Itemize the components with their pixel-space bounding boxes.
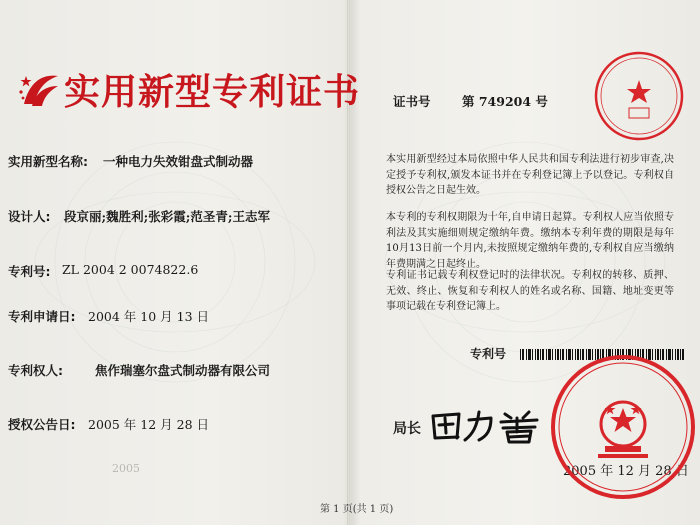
grant-date-value: 2005 年 12 月 28 日	[88, 417, 209, 432]
director-label: 局长	[393, 421, 421, 437]
examination-paragraph: 本实用新型经过本局依照中华人民共和国专利法进行初步审查,决定授予专利权,颁发本证书并在专利登记簿上予以登记。专利权自授权公告之日起生效。	[386, 154, 674, 197]
term-paragraph: 本专利的专利权期限为十年,自申请日起算。专利权人应当依照专利法及其实施细则规定缴纳年费。缴纳本专利年费的期限是每年10月13日前一个月内,未按照规定缴纳年费的,专利权自应当缴纳年费期满之日起终止。	[386, 212, 674, 270]
director-signature	[425, 406, 553, 446]
utility-model-name-value: 一种电力失效钳盘式制动器	[103, 154, 254, 169]
patent-holder-value: 焦作瑞塞尔盘式制动器有限公司	[95, 363, 271, 378]
sign-date: 2005 年 12 月 28 日	[563, 464, 689, 479]
patent-holder-label: 专利权人:	[8, 363, 63, 378]
barcode-label: 专利号	[470, 347, 507, 361]
inventors-value: 段京丽;魏胜利;张彩霞;范圣青;王志军	[64, 209, 270, 224]
state-ip-office-seal	[548, 352, 698, 502]
tax-seal-stamp	[593, 50, 685, 142]
certificate-number-value: 第 749204 号	[462, 94, 548, 109]
inventors-label: 设计人:	[8, 209, 51, 224]
page-number: 第 1 页(共 1 页)	[320, 504, 394, 515]
certificate-title: 实用新型专利证书	[64, 71, 361, 113]
patent-office-logo-icon	[18, 70, 62, 110]
utility-model-name-label: 实用新型名称:	[8, 154, 88, 169]
certificate-number-label: 证书号	[393, 94, 431, 109]
grant-date-label: 授权公告日:	[8, 417, 76, 432]
filing-date-label: 专利申请日:	[8, 309, 76, 324]
faint-stamp-mark: 2005	[112, 462, 140, 475]
patent-number-label: 专利号:	[8, 264, 51, 279]
patent-number-value: ZL 2004 2 0074822.6	[62, 262, 199, 277]
legal-status-paragraph: 专利证书记载专利权登记时的法律状况。专利权的转移、质押、无效、终止、恢复和专利权人的姓名或名称、国籍、地址变更等事项记载在专利登记簿上。	[386, 270, 674, 313]
filing-date-value: 2004 年 10 月 13 日	[88, 309, 209, 324]
